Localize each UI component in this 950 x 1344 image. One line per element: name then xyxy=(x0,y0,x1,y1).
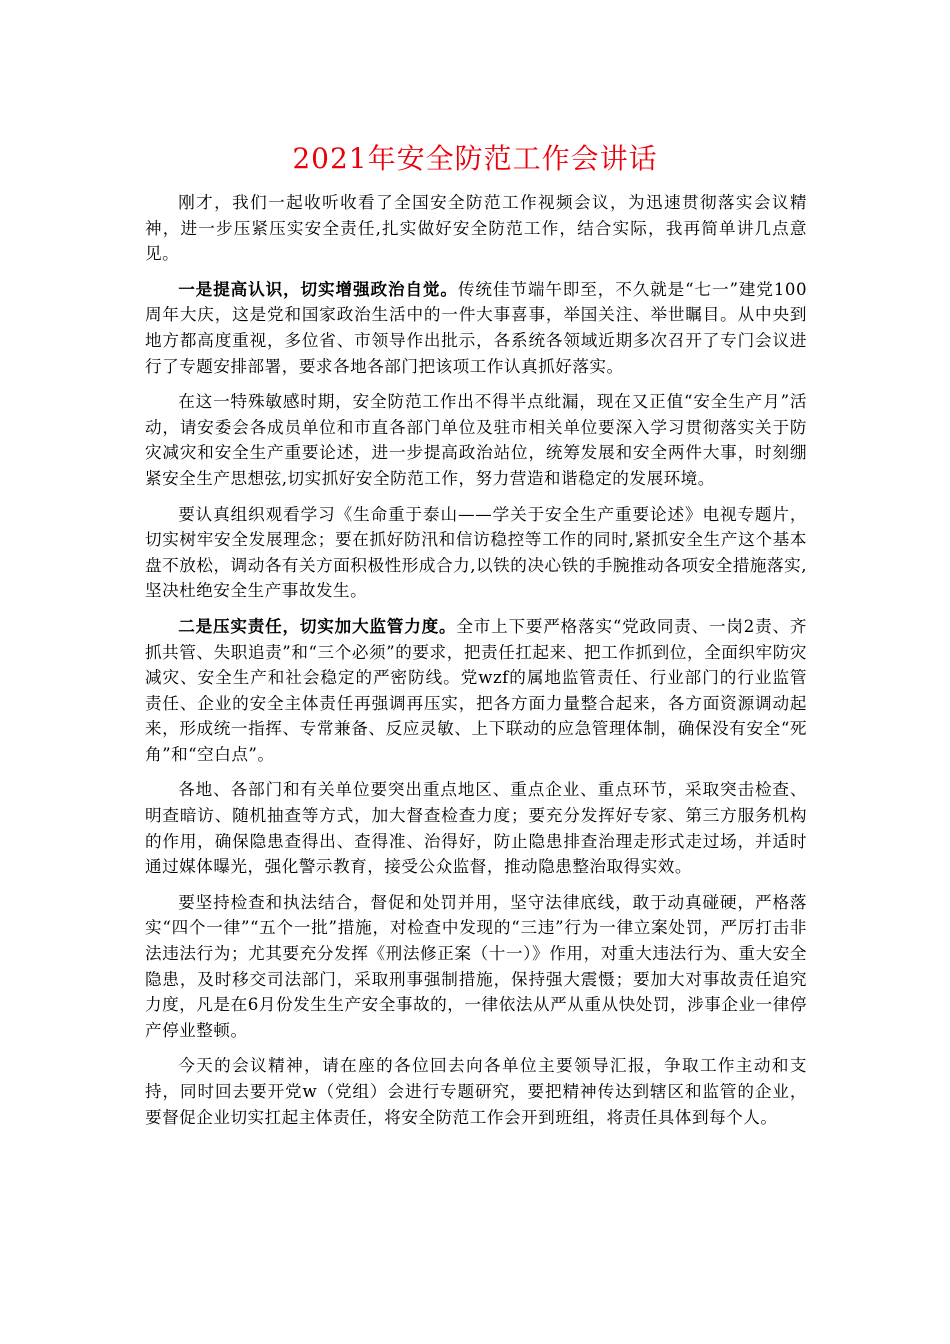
paragraph xyxy=(145,890,807,1044)
paragraph-text: 各地、各部门和有关单位要突出重点地区、重点企业、重点环节，采取突击检查、明查暗访、随机抽查等方式，加大督查检查力度；要充分发挥好专家、第三方服务机构的作用，确保隐患查得出、查得准、治得好，防止隐患排查治理走形式走过场，并适时通过媒体曝光，强化警示教育，接受公众监督，推动隐患整治取得实效。 xyxy=(145,780,807,877)
paragraph xyxy=(145,1053,807,1130)
paragraph-text: 在这一特殊敏感时期，安全防范工作出不得半点纰漏，现在又正值“安全生产月”活动，请安委会各成员单位和市直各部门单位及驻市相关单位要深入学习贯彻落实关于防灾减灾和安全生产重要论述，进一步提高政治站位，统筹发展和安全两件大事，时刻绷紧安全生产思想弦,切实抓好安全防范工作，努力营造和谐稳定的发展环境。 xyxy=(145,392,807,488)
document-title: 2021年安全防范工作会讲话 xyxy=(292,142,658,175)
paragraph xyxy=(145,389,807,491)
paragraph-text: 全市上下要严格落实“党政同责、一岗2责、齐抓共管、失职追责”和“三个必须”的要求，把责任扛起来、把工作抓到位，全面织牢防灾减灾、安全生产和社会稳定的严密防线。党wzf的属地监管责任、行业部门的行业监管责任、企业的安全主体责任再强调再压实，把各方面力量整合起来，各方面资源调动起来，形成统一指挥、专常兼备、反应灵敏、上下联动的应急管理体制，确保没有安全“死角”和“空白点”。 xyxy=(145,616,808,764)
paragraph-text: 刚才，我们一起收听收看了全国安全防范工作视频会议，为迅速贯彻落实会议精神，进一步压紧压实安全责任,扎实做好安全防范工作，结合实际，我再简单讲几点意见。 xyxy=(145,193,807,264)
paragraph-text: 今天的会议精神，请在座的各位回去向各单位主要领导汇报，争取工作主动和支持，同时回去要开党w（党组）会进行专题研究，要把精神传达到辖区和监管的企业，要督促企业切实扛起主体责任，将安全防范工作会开到班组，将责任具体到每个人。 xyxy=(145,1056,807,1127)
paragraph-text: 要认真组织观看学习《生命重于泰山——学关于安全生产重要论述》电视专题片，切实树牢安全发展理念；要在抓好防汛和信访稳控等工作的同时,紧抓安全生产这个基本盘不放松，调动各有关方面积极性形成合力,以铁的决心铁的手腕推动各项安全措施落实,坚决杜绝安全生产事故发生。 xyxy=(145,504,807,601)
paragraph-lead: 一是提高认识，切实增强政治自觉。 xyxy=(178,278,458,299)
paragraph xyxy=(145,777,807,879)
paragraph xyxy=(145,614,807,768)
paragraph xyxy=(145,277,807,379)
paragraph-lead: 二是压实责任，切实加大监管力度。 xyxy=(178,615,457,636)
document-body xyxy=(145,190,807,1140)
paragraph-text: 传统佳节端午即至，不久就是“七一”建党100周年大庆，这是党和国家政治生活中的一件大事喜事，举国关注、举世瞩目。从中央到地方都高度重视，多位省、市领导作出批示，各系统各领域近期多次召开了专门会议进行了专题安排部署，要求各地各部门把该项工作认真抓好落实。 xyxy=(145,279,808,376)
paragraph xyxy=(145,502,807,604)
paragraph xyxy=(145,190,807,267)
paragraph-text: 要坚持检查和执法结合，督促和处罚并用，坚守法律底线，敢于动真碰硬，严格落实“四个一律”“五个一批”措施，对检查中发现的“三违”行为一律立案处罚，严厉打击非法违法行为；尤其要充分发挥《刑法修正案（十一）》作用，对重大违法行为、重大安全隐患，及时移交司法部门，采取刑事强制措施，保持强大震慑；要加大对事故责任追究力度，凡是在6月份发生生产安全事故的，一律依法从严从重从快处罚，涉事企业一律停产停业整顿。 xyxy=(145,892,807,1040)
